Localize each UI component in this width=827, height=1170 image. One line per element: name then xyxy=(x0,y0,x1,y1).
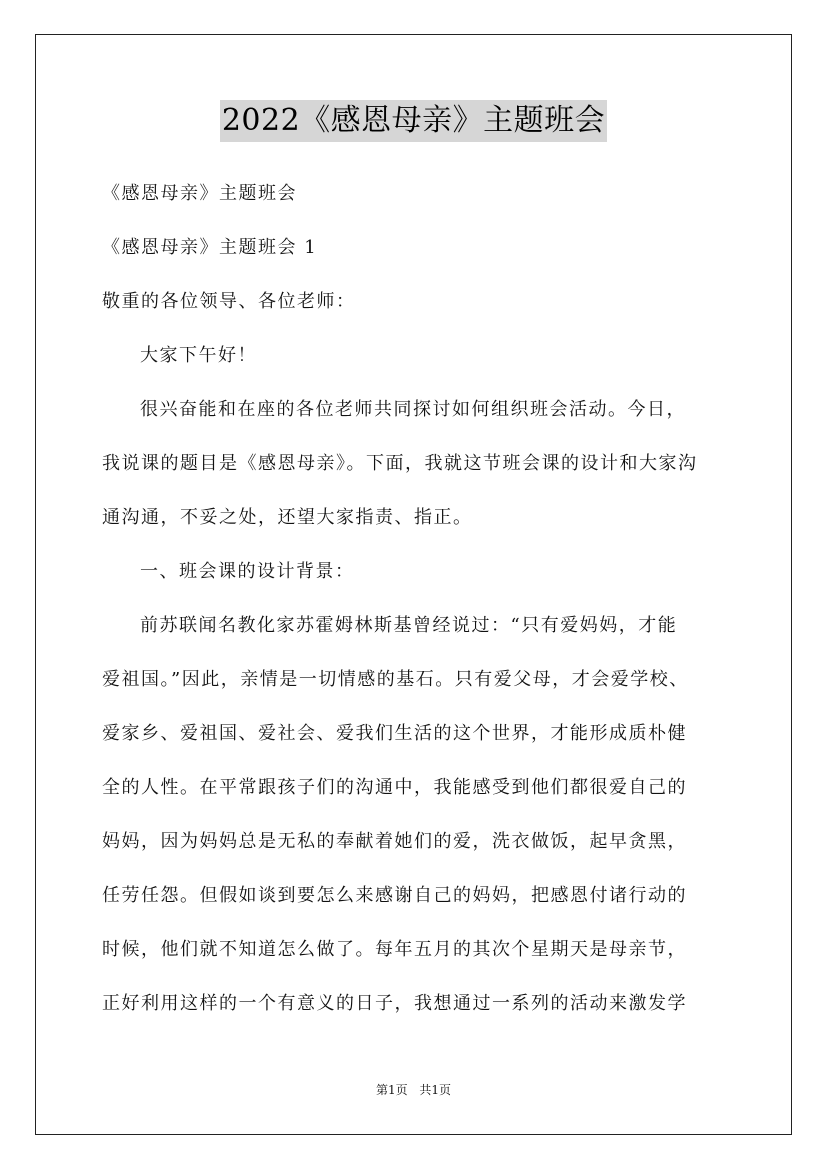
intro-line: 通沟通，不妥之处，还望大家指责、指正。 xyxy=(102,507,473,528)
salutation: 大家下午好！ xyxy=(140,345,257,366)
title-container xyxy=(0,100,827,142)
intro-line: 我说课的题目是《感恩母亲》。下面，我就这节班会课的设计和大家沟 xyxy=(102,453,698,474)
section-heading: 一、班会课的设计背景： xyxy=(140,561,355,582)
background-line: 爱家乡、爱祖国、爱社会、爱我们生活的这个世界，才能形成质朴健 xyxy=(102,723,687,744)
document-title: 2022《感恩母亲》主题班会 xyxy=(220,100,607,142)
background-line: 正好利用这样的一个有意义的日子，我想通过一系列的活动来激发学 xyxy=(102,993,687,1014)
background-line: 妈妈，因为妈妈总是无私的奉献着她们的爱，洗衣做饭，起早贪黑， xyxy=(102,831,687,852)
background-line: 前苏联闻名教化家苏霍姆林斯基曾经说过：“只有爱妈妈，才能 xyxy=(140,615,678,636)
page-footer xyxy=(0,1082,827,1098)
page-number: 第1页 xyxy=(375,1083,408,1097)
intro-line: 很兴奋能和在座的各位老师共同探讨如何组织班会活动。今日， xyxy=(140,399,686,420)
background-line: 时候，他们就不知道怎么做了。每年五月的其次个星期天是母亲节， xyxy=(102,939,687,960)
subtitle: 《感恩母亲》主题班会 xyxy=(102,183,297,204)
section-title: 《感恩母亲》主题班会 1 xyxy=(102,237,318,258)
background-line: 任劳任怨。但假如谈到要怎么来感谢自己的妈妈，把感恩付诸行动的 xyxy=(102,885,687,906)
page-total: 共1页 xyxy=(419,1083,452,1097)
background-line: 全的人性。在平常跟孩子们的沟通中，我能感受到他们都很爱自己的 xyxy=(102,777,687,798)
background-line: 爱祖国。”因此，亲情是一切情感的基石。只有爱父母，才会爱学校、 xyxy=(102,669,689,690)
greeting: 敬重的各位领导、各位老师： xyxy=(102,291,356,312)
